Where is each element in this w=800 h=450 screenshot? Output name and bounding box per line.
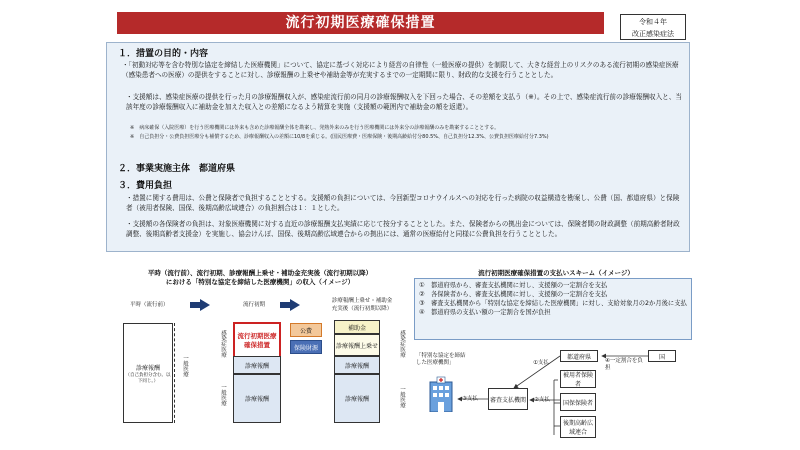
hoken-box2: 国保保険者 [560,393,596,411]
arrow1-head [200,299,210,311]
arrow2-head [290,299,300,311]
scheme-step1: ① 都道府県から、審査支払機関に対し、支援額の一定割合を支払 [419,282,608,289]
arrow-label-1: ①支払 [533,360,549,366]
date-box-line2: 改正感染症法 [632,30,674,38]
section1-bullet2: ・支援額は、感染症医療の提供を行った月の診療報酬収入が、感染症流行前の同月の診療報酬収入を下回った場合、その差額を支払う（※）。その上で、感染症流行前の診療報酬収入と、当該年度の診療報酬収入に補助金を加えた収入との差額になるよう精算を実施（支援額の範囲内で補助金の額を返還）。 [126,93,682,111]
left-diagram-title-line2: における「特別な協定を締結した医療機関」の収入（イメージ） [165,278,355,286]
col3-shinryo1: 診療報酬 [334,356,380,374]
hoken-box3: 後期高齢広域連合 [560,416,596,438]
section3-heading: ３．費用負担 [118,181,173,191]
section1-bullet1: ・「初動対応等を含む特別な協定を締結した医療機関」について、協定に基づく対応により経営の自律性（一般医療の提供）を制限して、大きな経営上のリスクのある流行初期の感染症医療（感染患者への医療）の提供をすることに対し、診療報酬の上乗せや補助金等が充実するまでの一定期間に限り、財政的な支援を行うこととした。 [122,61,679,79]
col3-side-label2: 一般医療 [399,386,405,408]
col1-label: 平時（流行前） [130,302,169,308]
scheme-step3: ③ 審査支払機関から「特別な協定を締結した医療機関」に対し、支給対象月の2か月後に支払 [419,300,687,307]
col1-bracket [174,323,176,423]
arrow-label-3: ③支払 [462,396,478,402]
col2-label: 流行初期 [243,302,266,308]
scheme-step4: ④ 都道府県の支払い額の一定割合を国が負担 [419,309,551,316]
section1-heading: １．措置の目的・内容 [118,49,209,59]
arrow-label-4: ④一定割合を負担 [605,358,643,371]
section3-bullet1: ・措置に関する費用は、公費と保険者で負担することとする。支援額の負担については、今回新型コロナウイルスへの対応を行った病院の収益構造を勘案し、公費（国、都道府県）と保険者（被用者保険、国保、後期高齢広域連合）の負担割合は１：１とした。 [126,194,680,212]
scheme-arrows [414,340,694,445]
arrow1-shaft [190,302,200,308]
page-title: 流行初期医療確保措置 [117,12,604,34]
kohi-label: 公費 [290,323,322,337]
shinsa-box: 審査支払機関 [488,388,528,410]
section3-bullet2: ・支援額の各保険者の負担は、対象医療機関に対する直近の診療報酬支払実績に応じて按分することとした。また、保険者からの拠出金については、保険者間の財政調整（前期高齢者財政調整、後期高齢者支援金）を実施し、協会けんぽ、国保、後期高齢広域連合からの拠出には、通常の医療給付と同様に公費負担を行うこととした。 [126,220,680,238]
date-box-line1: 令和４年 [639,18,667,26]
date-box [620,14,686,40]
scheme-step2: ② 各保険者から、審査支払機関に対し、支援額の一定割合を支払 [419,291,608,298]
col1-side-label: 一般医療 [182,355,188,377]
arrow-label-2: ②支払 [534,397,550,403]
section2-heading: ２．事業実施主体 都道府県 [118,164,236,174]
col2-side-label1: 感染症医療 [220,330,226,358]
col1-box-label: 診療報酬 [135,364,160,372]
hoken-box1: 被用者保険者 [560,370,596,388]
col3-shinryo2: 診療報酬 [334,374,380,423]
col3-hojokin: 補助金 [334,320,380,334]
hospital-label: 「特別な協定を締結した医療機関」 [416,353,466,366]
col2-red-box: 流行初期医療確保措置 [233,322,281,358]
col2-blue-box2: 診療報酬 [233,374,281,423]
todofuken-box: 都道府県 [560,350,598,362]
arrow2-shaft [280,302,290,308]
kuni-box: 国 [648,350,676,362]
col3-label-line2: 充実後（流行初期以降） [331,306,393,312]
col2-blue-box1: 診療報酬 [233,356,281,374]
col1-shinryohoshu-box [123,323,173,423]
section1-note2: ※ 自己負担分・公費負担医療分も補償するため、診療報酬収入の差額に10/8を乗じる。(国民医療費・医療保険・後期高齢給付分80.5%、自己負担分12.3%、公費負担医療給付分7.3%) [130,134,549,140]
col3-side-label1: 感染症医療 [399,330,405,358]
scheme-steps-box [414,278,692,340]
left-diagram-title-line1: 平時（流行前）、流行初期、診療報酬上乗せ・補助金充実後（流行初期以降） [147,269,373,277]
col3-jounose: 診療報酬上乗せ [334,334,380,356]
col1-box-note: （自己負担分含む。以下同じ。） [125,372,171,384]
col3-label-line1: 診療報酬上乗せ・補助金 [331,298,393,304]
hoken-zaigen-label: 保険財源 [290,340,322,354]
col2-side-label2: 一般医療 [220,384,226,406]
col3-label [320,296,404,312]
scheme-title: 流行初期医療確保措置の支払いスキーム（イメージ） [478,269,634,277]
section1-note1: ※ 病床確保（入院医療）を行う医療機関には外来も含めた診療報酬全体を勘案し、発熱外来のみを行う医療機関には外来分の診療報酬のみを勘案することとする。 [130,125,500,131]
